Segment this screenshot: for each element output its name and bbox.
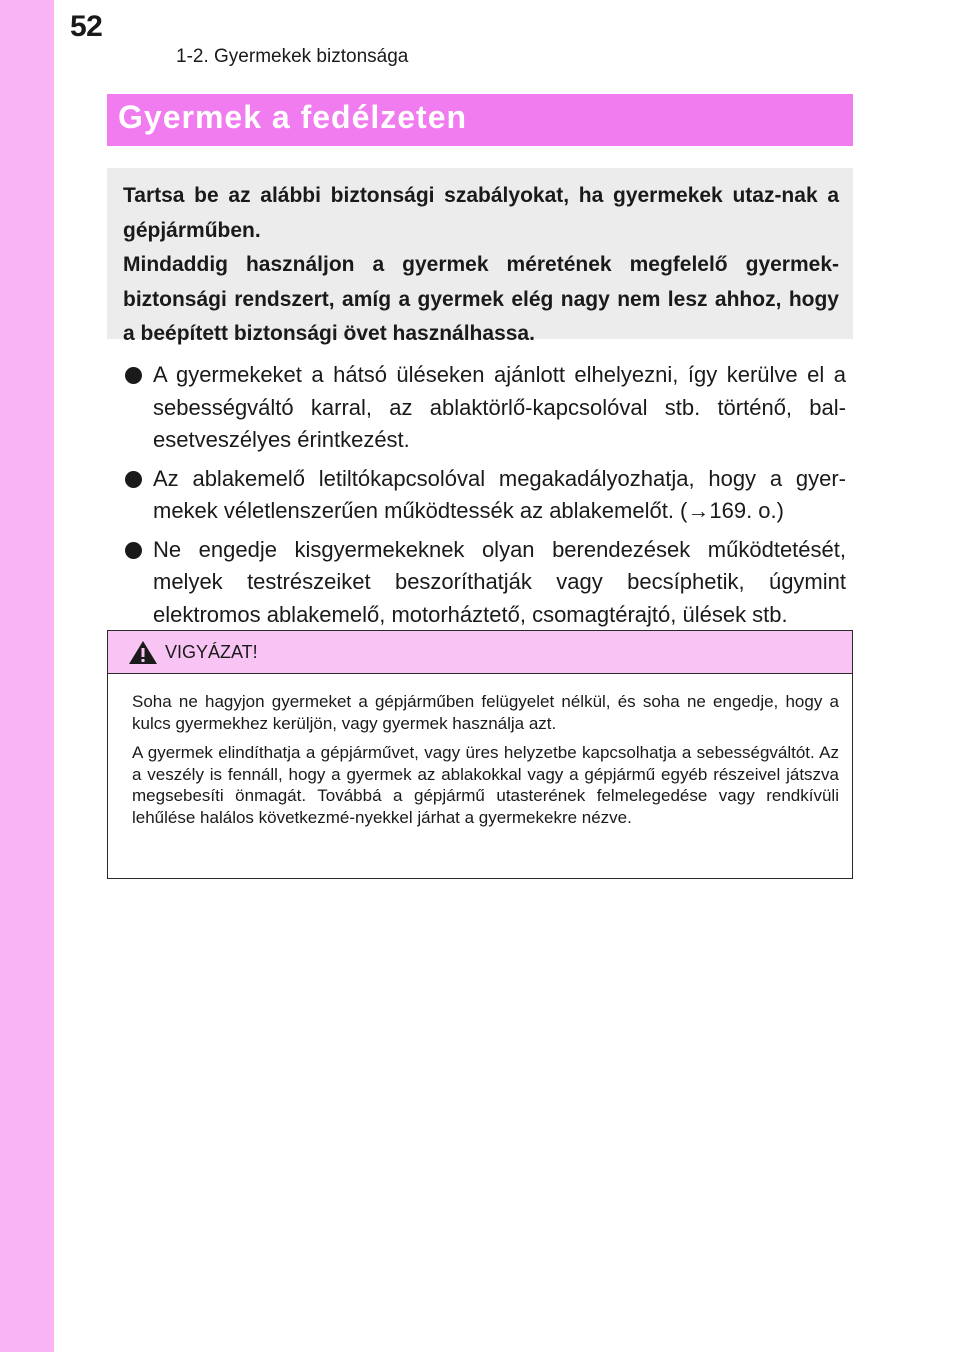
- warning-paragraph-1: Soha ne hagyjon gyermeket a gépjárműben felügyelet nélkül, és soha ne engedje, hogy a kulcs gyermekhez kerüljön, vagy gyermek használja azt.: [132, 692, 839, 733]
- section-path: 1-2. Gyermekek biztonsága: [176, 46, 409, 67]
- list-item: [124, 359, 846, 457]
- intro-paragraph-1: Tartsa be az alábbi biztonsági szabályokat, ha gyermekek utaz-nak a gépjárműben.: [123, 184, 839, 242]
- list-item: [124, 463, 846, 528]
- warning-header: [108, 631, 852, 674]
- bullet-text: Az ablakemelő letiltókapcsolóval megakadályozhatja, hogy a gyer-mekek véletlenszerűen működtessék az ablakemelőt. (→169. o.): [153, 465, 846, 523]
- warning-label: VIGYÁZAT!: [165, 642, 258, 662]
- intro-box: [107, 168, 853, 345]
- bullet-dot-icon: [125, 367, 142, 384]
- title-band: [107, 94, 853, 146]
- bullet-list: [124, 359, 846, 637]
- page-number: 52: [70, 10, 103, 43]
- list-item: [124, 534, 846, 632]
- bullet-dot-icon: [125, 471, 142, 488]
- warning-paragraph-2: A gyermek elindíthatja a gépjárművet, vagy üres helyzetbe kapcsolhatja a sebességváltót. Az a veszély is fennáll, hogy a gyermek az ablakokkal vagy a gépjármű egyéb részeivel játszva megsebesíti önmagát. Továbbá a gépjármű utasterének felmelegedése vagy rendkívüli lehűlése halálos következmé-nyekkel járhat a gyermekekre nézve.: [132, 743, 839, 827]
- bullet-text: A gyermekeket a hátsó üléseken ajánlott elhelyezni, így kerülve el a sebességváltó karral, az ablaktörlő-kapcsolóval stb. történő, bal-esetveszélyes érintkezést.: [153, 362, 846, 452]
- warning-body: [108, 674, 852, 828]
- warning-triangle-icon: [128, 640, 158, 665]
- warning-box: [107, 630, 853, 879]
- intro-paragraph-2: Mindaddig használjon a gyermek méretének megfelelő gyermek-biztonsági rendszert, amíg a gyermek elég nagy nem lesz ahhoz, hogy a beépített biztonsági övet használhassa.: [123, 253, 839, 345]
- page-title: Gyermek a fedélzeten: [118, 99, 468, 135]
- side-color-strip: [0, 0, 54, 1352]
- bullet-dot-icon: [125, 542, 142, 559]
- bullet-text: Ne engedje kisgyermekeknek olyan berendezések működtetését, melyek testrészeiket beszoríthatják vagy becsíphetik, úgymint elektromos ablakemelő, motorháztető, csomagtérajtó, ülések stb.: [153, 536, 846, 627]
